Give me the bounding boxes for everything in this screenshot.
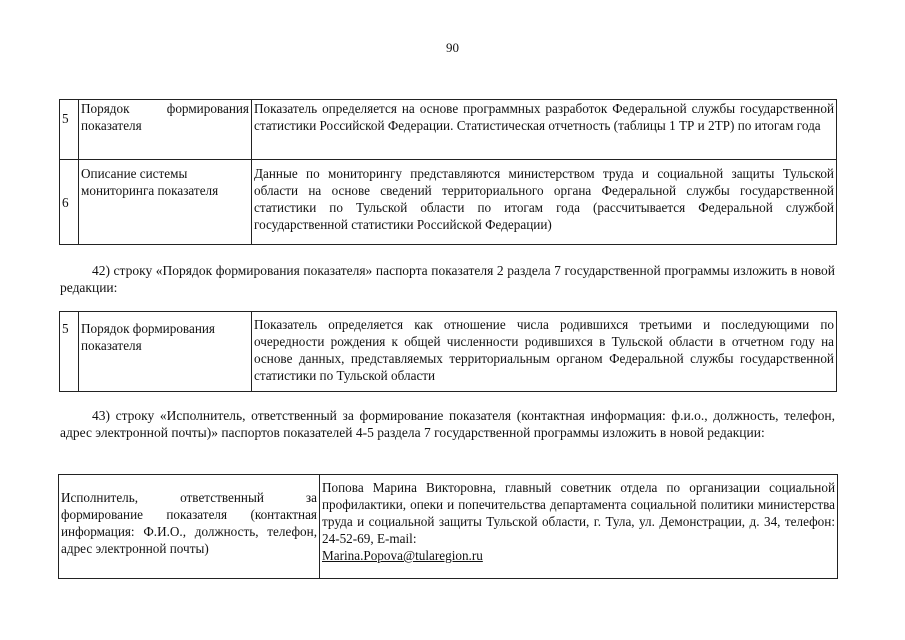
executor-text: Попова Марина Викторовна, главный советник отдела по организации социальной профилактики, опеки и попечительства департамента социальной политики министерства труда и социальной защиты Тульской области, г. Тула, ул. Демонстрации, д. 34, телефон: 24-52-69, E-mail: bbox=[322, 480, 835, 546]
indicator-table-1 bbox=[59, 99, 837, 245]
row-label: Описание системы мониторинга показателя bbox=[79, 160, 252, 245]
paragraph-42-text: 42) строку «Порядок формирования показателя» паспорта показателя 2 раздела 7 государственной программы изложить в новой редакции: bbox=[60, 263, 835, 295]
row-label: Порядок формирования показателя bbox=[79, 312, 252, 392]
row-label: Порядок формирования показателя bbox=[79, 100, 252, 160]
paragraph-43 bbox=[60, 407, 835, 441]
table-row bbox=[60, 312, 837, 392]
executor-contact bbox=[320, 475, 838, 579]
row-text: Показатель определяется как отношение числа родившихся третьими и последующими по очередности рождения к общей численности родившихся в Тульской области в отчетном году на основе данных, представляемых территориальным органом Федеральной службы государственной статистики по Тульской области bbox=[252, 312, 837, 392]
paragraph-43-text: 43) строку «Исполнитель, ответственный за формирование показателя (контактная информация: ф.и.о., должность, телефон, адрес электронной почты)» паспортов показателей 4-5 раздела 7 государственной программы изложить в новой редакции: bbox=[60, 408, 835, 440]
row-text: Данные по мониторингу представляются министерством труда и социальной защиты Тульской области на основе сведений территориального органа Федеральной службы государственной статистики по Тульской области по итогам года (рассчитывается Федеральной службой государственной статистики Российской Федерации) bbox=[252, 160, 837, 245]
paragraph-42 bbox=[60, 262, 835, 296]
indicator-table-2 bbox=[59, 311, 837, 392]
email-link[interactable]: Marina.Popova@tularegion.ru bbox=[322, 548, 483, 563]
row-text: Показатель определяется на основе программных разработок Федеральной службы государственной статистики Российской Федерации. Статистическая отчетность (таблицы 1 ТР и 2ТР) по итогам года bbox=[252, 100, 837, 160]
table-row bbox=[59, 475, 838, 579]
executor-label: Исполнитель, ответственный за формирование показателя (контактная информация: Ф.И.О., должность, телефон, адрес электронной почты) bbox=[59, 475, 320, 579]
table-row bbox=[60, 100, 837, 160]
row-number: 6 bbox=[60, 160, 79, 245]
row-number: 5 bbox=[60, 100, 79, 160]
page-number: 90 bbox=[446, 40, 459, 55]
row-number: 5 bbox=[60, 312, 79, 392]
executor-table bbox=[58, 474, 838, 579]
table-row bbox=[60, 160, 837, 245]
